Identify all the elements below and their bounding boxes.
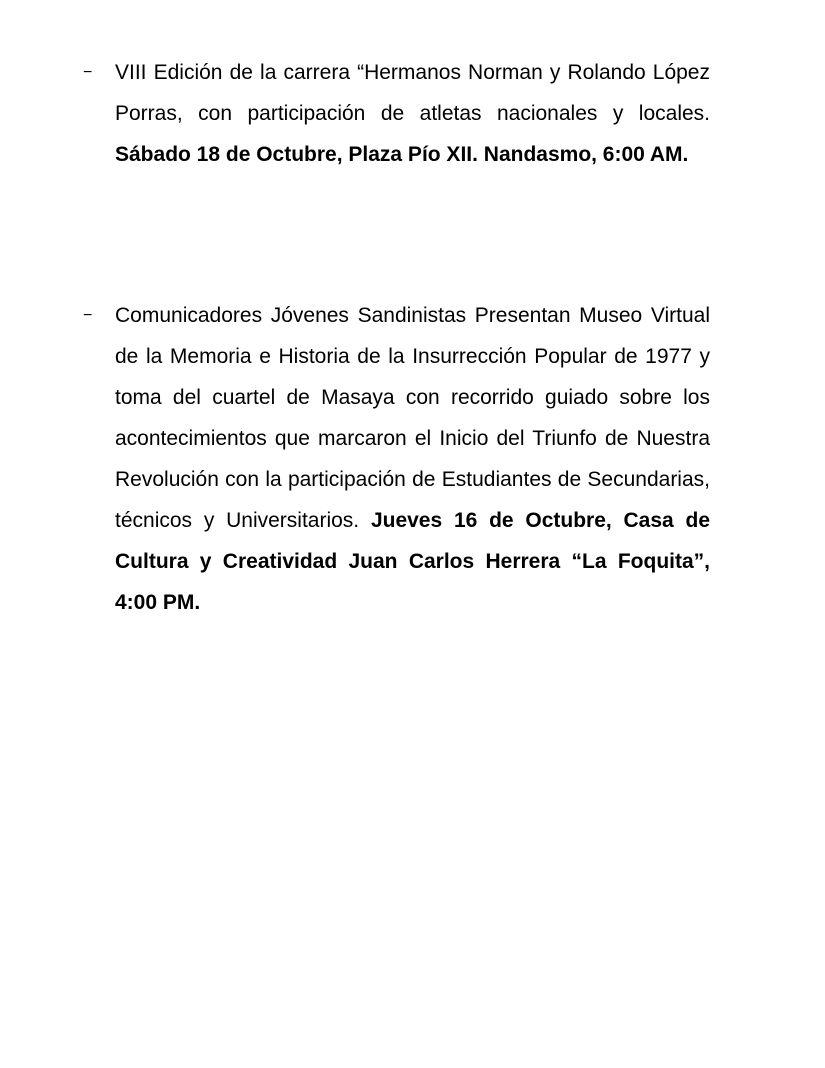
- dash-bullet: −: [83, 307, 93, 324]
- event-description: Comunicadores Jóvenes Sandinistas Presentan Museo Virtual de la Memoria e Historia de la Insurrección Popular de 1977 y toma del cuartel de Masaya con recorrido guiado sobre los acontecimientos que marcaron el Inicio del Triunfo de Nuestra Revolución con la participación de Estudiantes de Secundarias, técnicos y Universitarios.: [115, 304, 710, 532]
- event-description: VIII Edición de la carrera “Hermanos Norman y Rolando López Porras, con participación de atletas nacionales y locales.: [115, 61, 710, 125]
- event-date-location: Sábado 18 de Octubre, Plaza Pío XII. Nandasmo, 6:00 AM.: [115, 143, 689, 166]
- event-item-carrera: [83, 52, 710, 175]
- dash-bullet: −: [83, 64, 93, 81]
- event-item-museo-virtual: [83, 295, 711, 623]
- event-date-location: Jueves 16 de Octubre, Casa de Cultura y Creatividad Juan Carlos Herrera “La Foquita”, 4:00 PM.: [115, 509, 711, 614]
